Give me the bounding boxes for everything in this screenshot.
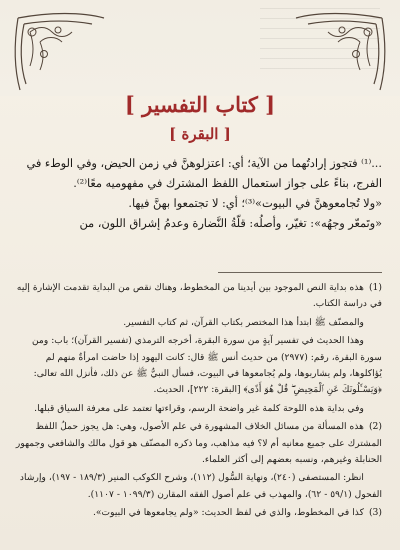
right-corner-ornament-icon bbox=[290, 8, 390, 98]
section-title: [ البقرة ] bbox=[169, 125, 231, 143]
footnote-divider bbox=[218, 272, 382, 273]
left-corner-ornament-icon bbox=[10, 8, 110, 98]
main-text bbox=[12, 154, 382, 234]
footnote bbox=[12, 315, 382, 331]
title-area bbox=[0, 92, 400, 143]
footnote-number: (1) bbox=[368, 282, 382, 293]
footnote bbox=[12, 401, 382, 417]
footnote bbox=[12, 470, 382, 503]
footnotes bbox=[12, 280, 382, 524]
footnote bbox=[12, 280, 382, 313]
footnote bbox=[12, 505, 382, 521]
footnote-number: (2) bbox=[368, 421, 382, 433]
footnote-text: والمصنّف ﷺ ابتدأ هذا المختصر بكتاب القرآن، ثم كتاب التفسير. bbox=[123, 316, 364, 328]
footnote-number: (3) bbox=[368, 507, 382, 519]
footnote-text: وفي بداية هذه اللوحة كلمة غير واضحة الرسم، وقراءتها تعتمد على معرفة السياق قبلها. bbox=[34, 402, 364, 414]
footnote-text: انظر: المستصفى (٢٤٠)، ونهاية السُّول (١١٢)، وشرح الكوكب المنير (١٨٩/٣ - ١٩٧)، وإرشاد الفحول (٥٩/١ - ٦٢)، والمهذب في علم أصول الفقه المقارن (١٠٩٩/٣ - ١١٠٧). bbox=[19, 472, 382, 500]
main-paragraph: «وتَمعّر وجهُه»: تغيّر، وأصلُه: قلّةُ النَّضارة وعدمُ إشراق اللون، من bbox=[79, 217, 382, 230]
footnote-text: هذه بداية النص الموجود بين أيدينا من المخطوط، وهناك نقص من البداية تقدمت الإشارة إليه في دراسة الكتاب. bbox=[16, 282, 382, 310]
footnote bbox=[12, 333, 382, 399]
footnote bbox=[12, 419, 382, 468]
footnote-text: وهذا الحديث في تفسير آيةٍ من سورة البقرة، أخرجه الترمذي (تفسير القرآن)؛ باب: ومن سورة البقرة، رقم: (٢٩٧٧) من حديث أنس ﷺ قال: كانت اليهود إذا حاضت امرأةٌ منهم لم يُؤاكلوها، ولم يشاربوها، ولم يُجامعوها في البيوت، فسأل النبيُّ ﷺ عن ذلك، فأنزل الله تعالى: ﴿وَيَسْـَٔلُونَكَ عَنِ ٱلْمَحِيضِ ۖ قُلْ هُوَ أَذًى﴾ [البقرة: ٢٢٢]، الحديث. bbox=[31, 335, 382, 396]
chapter-title: [ كتاب التفسير ] bbox=[124, 92, 276, 117]
footnote-text: هذه المسألة من مسائل الخلاف المشهورة في علم الأصول، وهي: هل يجوز حملُ اللفظ المشترك على جميع معانيه أم لا؟ فيه مذاهب، وما ذكره المصنّف هو قول مالك والشافعي وجمهور الحنابلة وغيرهم، ونسبه بعضهم إلى أكثر العلماء. bbox=[15, 421, 382, 466]
footnote-text: كذا في المخطوط، والذي في لفظ الحديث: «ولم يجامعوها في البيوت». bbox=[92, 507, 364, 519]
main-paragraph: ...⁽¹⁾ فتجوز إرادتُهما من الآية؛ أي: اعتزلوهنَّ في زمن الحيض، وفي الوطء في الفرج، بناءً على جواز استعمال اللفظ المشترك في مفهوميه معًا⁽²⁾. bbox=[26, 157, 382, 190]
main-paragraph: «ولا تُجامعوهنَّ في البيوت»⁽³⁾؛ أي: لا تجتمعوا بهنَّ فيها. bbox=[128, 197, 382, 210]
